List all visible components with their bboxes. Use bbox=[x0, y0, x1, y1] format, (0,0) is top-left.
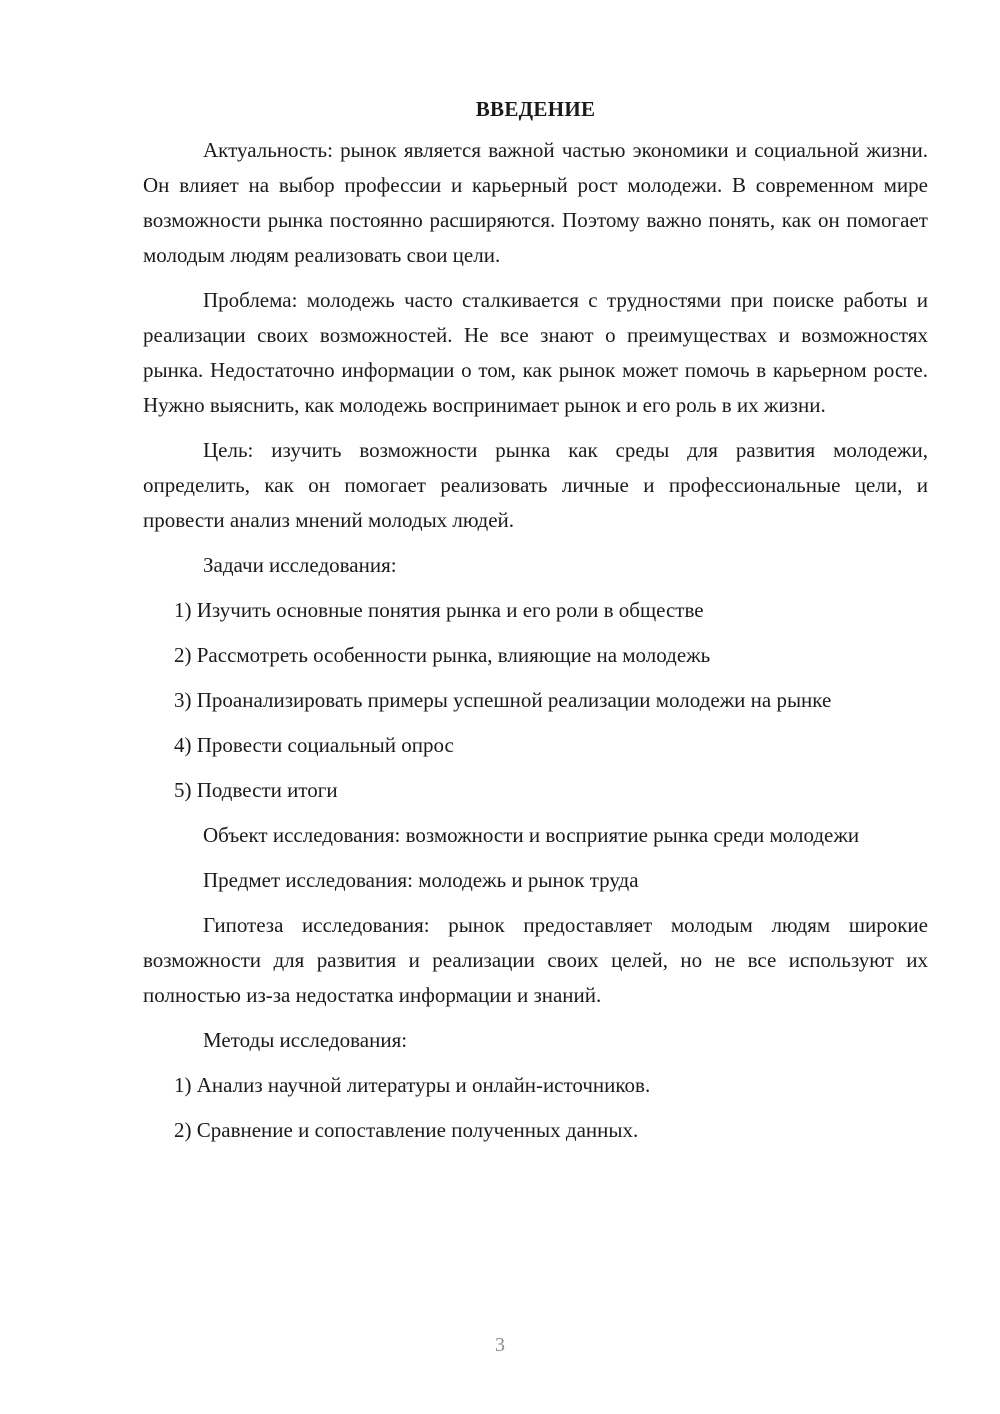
task-item-1: 1) Изучить основные понятия рынка и его роли в обществе bbox=[174, 598, 704, 622]
methods-heading: Методы исследования: bbox=[203, 1028, 408, 1052]
method-item-2: 2) Сравнение и сопоставление полученных данных. bbox=[174, 1118, 639, 1142]
subject-paragraph: Предмет исследования: молодежь и рынок труда bbox=[203, 868, 639, 892]
task-item-5: 5) Подвести итоги bbox=[174, 778, 338, 802]
method-item-1: 1) Анализ научной литературы и онлайн-источников. bbox=[174, 1073, 651, 1097]
page-content bbox=[143, 92, 928, 1158]
page-number: 3 bbox=[495, 1334, 505, 1356]
section-title: ВВЕДЕНИЕ bbox=[475, 97, 596, 121]
hypothesis-paragraph: Гипотеза исследования: рынок предоставляет молодым людям широкие возможности для развития и реализации своих целей, но не все используют их полностью из-за недостатка информации и знаний. bbox=[143, 913, 928, 1007]
goal-paragraph: Цель: изучить возможности рынка как среды для развития молодежи, определить, как он помогает реализовать личные и профессиональные цели, и провести анализ мнений молодых людей. bbox=[143, 438, 928, 532]
problem-paragraph: Проблема: молодежь часто сталкивается с трудностями при поиске работы и реализации своих возможностей. Не все знают о преимуществах и возможностях рынка. Недостаточно информации о том, как рынок может помочь в карьерном росте. Нужно выяснить, как молодежь воспринимает рынок и его роль в их жизни. bbox=[143, 288, 928, 417]
task-item-2: 2) Рассмотреть особенности рынка, влияющие на молодежь bbox=[174, 643, 711, 667]
tasks-heading: Задачи исследования: bbox=[203, 553, 397, 577]
task-item-3: 3) Проанализировать примеры успешной реализации молодежи на рынке bbox=[174, 688, 832, 712]
object-paragraph: Объект исследования: возможности и восприятие рынка среди молодежи bbox=[203, 823, 860, 847]
relevance-paragraph: Актуальность: рынок является важной частью экономики и социальной жизни. Он влияет на выбор профессии и карьерный рост молодежи. В современном мире возможности рынка постоянно расширяются. Поэтому важно понять, как он помогает молодым людям реализовать свои цели. bbox=[143, 138, 928, 267]
task-item-4: 4) Провести социальный опрос bbox=[174, 733, 454, 757]
